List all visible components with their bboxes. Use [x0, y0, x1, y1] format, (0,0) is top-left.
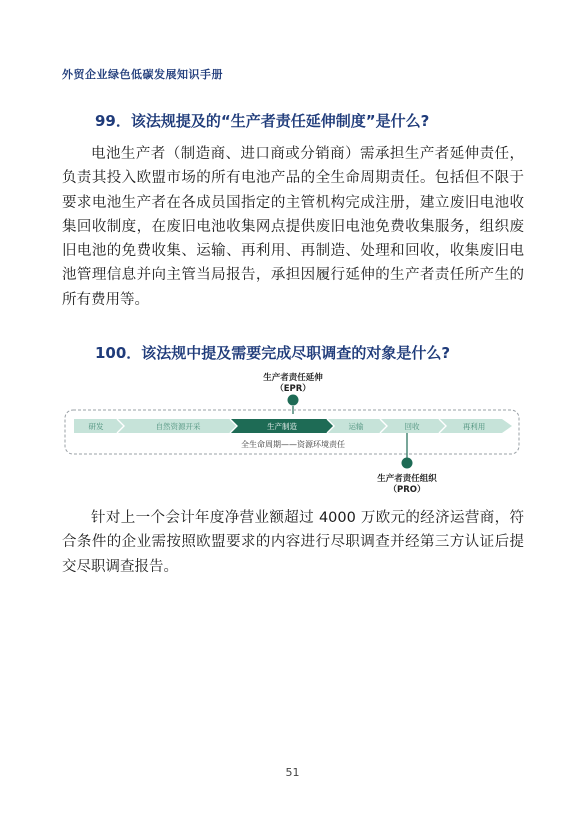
epr-label: 生产者责任延伸 [263, 373, 323, 383]
pro-label: 生产者责任组织 [377, 474, 437, 484]
page-number: 51 [285, 766, 300, 779]
stage-transport: 运输 [348, 422, 364, 431]
epr-node [288, 395, 299, 406]
question-99-answer: 电池生产者（制造商、进口商或分销商）需承担生产者延伸责任，负责其投入欧盟市场的所有电池产品的全生命周期责任。包括但不限于要求电池生产者在各成员国指定的主管机构完成注册，建立废旧电池收集回收制度，在废旧电池收集网点提供废旧电池免费收集服务，组织废旧电池的免费收集、运输、再利用、再制造、处理和回收，收集废旧电池管理信息并向主管当局报告，承担因履行延伸的生产者责任所产生的所有费用等。 [62, 146, 524, 308]
stage-resource-extraction: 自然资源开采 [155, 422, 201, 431]
lifecycle-caption: 全生命周期——资源环境责任 [241, 440, 345, 449]
stage-manufacturing: 生产制造 [267, 422, 297, 431]
lifecycle-diagram [62, 362, 524, 502]
pro-label-abbr: （PRO） [388, 485, 426, 495]
stage-rnd: 研发 [88, 422, 104, 431]
epr-label-abbr: （EPR） [275, 384, 311, 394]
question-100-answer: 针对上一个会计年度净营业额超过 4000 万欧元的经济运营商，符合条件的企业需按照欧盟要求的内容进行尽职调查并经第三方认证后提交尽职调查报告。 [62, 510, 524, 575]
pro-node [402, 458, 413, 469]
stage-recycling: 回收 [404, 422, 420, 431]
document-header: 外贸企业绿色低碳发展知识手册 [62, 68, 223, 81]
stage-reuse: 再利用 [462, 422, 486, 431]
question-99-title: 99．该法规提及的“生产者责任延伸制度”是什么? [95, 112, 430, 130]
question-100-title: 100．该法规中提及需要完成尽职调查的对象是什么? [95, 344, 451, 362]
